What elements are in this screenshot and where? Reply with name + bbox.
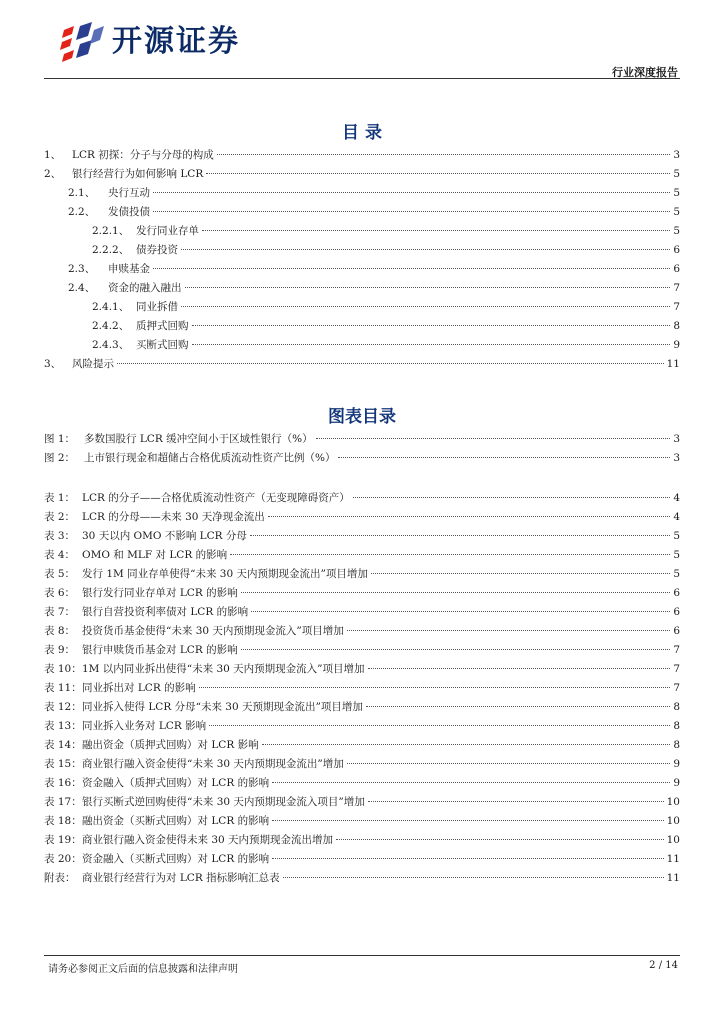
footer-divider [44,955,680,956]
dot-leader [206,173,670,174]
toc-list [44,147,680,375]
figure-entry[interactable] [44,450,680,469]
dot-leader [181,306,670,307]
table-entry-title: 银行发行同业存单对 LCR 的影响 [82,587,238,599]
toc-entry-title: 同业拆借 [136,301,178,313]
table-entry-title: 资金融入（买断式回购）对 LCR 的影响 [82,853,270,865]
table-entry[interactable] [44,699,680,718]
table-entry-title: 银行申赎货币基金对 LCR 的影响 [82,644,238,656]
toc-entry[interactable] [44,147,680,166]
dot-leader [336,839,664,840]
toc-entry-number: 2.4、 [68,282,96,294]
legal-disclaimer: 请务必参阅正文后面的信息披露和法律声明 [48,964,238,975]
toc-entry-number: 2、 [44,168,62,180]
brand-name: 开源证券 [112,24,240,59]
table-entry-number: 表 16： [44,777,82,789]
table-entry-page: 7 [673,682,680,694]
figure-entry[interactable] [44,431,680,450]
table-entry-page: 10 [666,796,680,808]
toc-entry-page: 9 [673,339,680,351]
table-entry-page: 8 [673,701,680,713]
toc-entry-title: 央行互动 [108,187,150,199]
toc-entry-number: 2.2、 [68,206,96,218]
dot-leader [251,611,670,612]
dot-leader [262,744,671,745]
table-entry-number: 表 4： [44,549,76,561]
table-entry-number: 表 18： [44,815,82,827]
table-entry-number: 表 20： [44,853,82,865]
toc-entry-page: 5 [673,168,680,180]
table-entry-page: 6 [673,625,680,637]
table-entry-page: 10 [666,815,680,827]
table-entry-number: 表 8： [44,625,76,637]
table-entry-title: 同业拆入使得 LCR 分母“未来 30 天预期现金流出”项目增加 [82,701,363,713]
table-entry[interactable] [44,585,680,604]
table-entry-title: LCR 的分母——未来 30 天净现金流出 [82,511,265,523]
toc-entry-number: 3、 [44,358,62,370]
toc-entry-number: 2.4.3、 [92,339,130,351]
table-entry-number: 表 15： [44,758,82,770]
table-entry-page: 8 [673,739,680,751]
dot-leader [272,782,670,783]
toc-entry-page: 5 [673,187,680,199]
table-entry-title: 银行自营投资利率债对 LCR 的影响 [82,606,249,618]
table-entry-page: 9 [673,758,680,770]
toc-entry-number: 2.4.2、 [92,320,130,332]
tables-list [44,490,680,889]
toc-entry[interactable] [44,299,680,318]
toc-entry-title: 资金的融入融出 [108,282,182,294]
toc-entry-page: 8 [673,320,680,332]
table-entry-number: 表 5： [44,568,76,580]
table-entry-number: 表 1： [44,492,76,504]
dot-leader [283,877,664,878]
table-entry-title: 同业拆入业务对 LCR 影响 [82,720,207,732]
dot-leader [368,668,671,669]
table-entry-page: 5 [673,549,680,561]
table-entry[interactable] [44,718,680,737]
dot-leader [202,230,670,231]
dot-leader [353,497,671,498]
dot-leader [209,725,670,726]
toc-entry-title: LCR 初探：分子与分母的构成 [72,149,214,161]
figure-entry-number: 图 1： [44,433,76,445]
table-entry-page: 4 [673,492,680,504]
table-entry-number: 表 19： [44,834,82,846]
dot-leader [316,438,671,439]
dot-leader [338,457,670,458]
figures-list [44,431,680,469]
dot-leader [153,192,670,193]
table-entry-number: 表 13： [44,720,82,732]
table-entry[interactable] [44,642,680,661]
toc-entry[interactable] [44,242,680,261]
toc-entry[interactable] [44,223,680,242]
toc-entry-title: 发债投债 [108,206,150,218]
toc-entry[interactable] [44,280,680,299]
table-entry-number: 表 9： [44,644,76,656]
toc-entry-number: 2.2.1、 [92,225,130,237]
toc-entry-page: 11 [666,358,680,370]
table-entry-title: 商业银行经营行为对 LCR 指标影响汇总表 [82,872,280,884]
dot-leader [185,287,671,288]
table-entry-title: 1M 以内同业拆出使得“未来 30 天内预期现金流入”项目增加 [82,663,365,675]
table-entry[interactable] [44,737,680,756]
table-entry[interactable] [44,661,680,680]
table-entry-title: 发行 1M 同业存单使得“未来 30 天内预期现金流出”项目增加 [82,568,368,580]
figure-entry-title: 上市银行现金和超储占合格优质流动性资产比例（%） [84,452,336,464]
table-entry-title: 资金融入（质押式回购）对 LCR 的影响 [82,777,270,789]
table-entry[interactable] [44,851,680,870]
table-entry-page: 11 [666,872,680,884]
toc-title: 目 录 [342,123,382,143]
table-entry-page: 5 [673,530,680,542]
table-entry[interactable] [44,756,680,775]
table-entry-page: 6 [673,587,680,599]
table-entry-title: 融出资金（质押式回购）对 LCR 影响 [82,739,259,751]
table-entry-title: 30 天以内 OMO 不影响 LCR 分母 [82,530,247,542]
toc-entry-page: 5 [673,225,680,237]
table-entry-number: 表 12： [44,701,82,713]
table-entry-page: 4 [673,511,680,523]
table-entry-number: 表 2： [44,511,76,523]
table-entry-page: 6 [673,606,680,618]
table-entry[interactable] [44,813,680,832]
dot-leader [217,154,671,155]
toc-entry[interactable] [44,185,680,204]
table-entry[interactable] [44,832,680,851]
table-entry-number: 表 6： [44,587,76,599]
dot-leader [368,801,664,802]
toc-entry-title: 银行经营行为如何影响 LCR [72,168,204,180]
dot-leader [366,706,670,707]
dot-leader [347,763,671,764]
table-entry-title: 银行买断式逆回购使得“未来 30 天内预期现金流入项目”增加 [82,796,365,808]
table-entry-title: LCR 的分子——合格优质流动性资产（无变现障碍资产） [82,492,350,504]
dot-leader [371,573,670,574]
table-entry[interactable] [44,604,680,623]
table-entry-title: 商业银行融入资金使得“未来 30 天内预期现金流出”增加 [82,758,344,770]
dot-leader [192,325,671,326]
dot-leader [153,268,670,269]
figure-entry-number: 图 2： [44,452,76,464]
report-type: 行业深度报告 [612,66,678,79]
toc-entry-page: 6 [673,263,680,275]
table-entry-number: 表 3： [44,530,76,542]
toc-entry-page: 7 [673,301,680,313]
dot-leader [347,630,671,631]
table-entry-page: 7 [673,663,680,675]
toc-entry-page: 5 [673,206,680,218]
table-entry[interactable] [44,870,680,889]
figure-entry-title: 多数国股行 LCR 缓冲空间小于区域性银行（%） [84,433,313,445]
dot-leader [181,249,670,250]
toc-entry-title: 申赎基金 [108,263,150,275]
dot-leader [117,363,664,364]
toc-entry-number: 2.3、 [68,263,96,275]
table-entry[interactable] [44,794,680,813]
table-entry[interactable] [44,528,680,547]
dot-leader [241,592,671,593]
dot-leader [153,211,670,212]
dot-leader [272,820,664,821]
toc-entry-title: 风险提示 [72,358,114,370]
toc-entry-number: 2.4.1、 [92,301,130,313]
table-entry[interactable] [44,509,680,528]
toc-entry[interactable] [44,318,680,337]
toc-entry-page: 6 [673,244,680,256]
toc-entry[interactable] [44,261,680,280]
toc-entry[interactable] [44,166,680,185]
table-entry-title: 融出资金（买断式回购）对 LCR 的影响 [82,815,270,827]
table-entry-page: 8 [673,720,680,732]
toc-entry-title: 债券投资 [136,244,178,256]
page-number: 2 / 14 [649,960,678,971]
table-entry[interactable] [44,623,680,642]
toc-entry-number: 2.1、 [68,187,96,199]
dot-leader [199,687,671,688]
toc-entry-title: 发行同业存单 [136,225,199,237]
table-entry[interactable] [44,775,680,794]
dot-leader [241,649,671,650]
toc-entry[interactable] [44,204,680,223]
toc-entry-number: 2.2.2、 [92,244,130,256]
table-entry-number: 表 11： [44,682,82,694]
dot-leader [272,858,664,859]
header-divider [44,78,680,79]
table-entry-number: 附表： [44,872,76,884]
table-entry-title: OMO 和 MLF 对 LCR 的影响 [82,549,228,561]
table-entry[interactable] [44,566,680,585]
table-entry-page: 9 [673,777,680,789]
table-entry[interactable] [44,490,680,509]
dot-leader [230,554,670,555]
dot-leader [250,535,670,536]
table-entry-title: 投资货币基金使得“未来 30 天内预期现金流入”项目增加 [82,625,344,637]
toc-entry-title: 质押式回购 [136,320,189,332]
table-entry-number: 表 7： [44,606,76,618]
table-entry-page: 10 [666,834,680,846]
table-entry-page: 11 [666,853,680,865]
table-entry-title: 商业银行融入资金使得未来 30 天内预期现金流出增加 [82,834,334,846]
toc-entry-page: 7 [673,282,680,294]
table-entry[interactable] [44,680,680,699]
table-entry-number: 表 14： [44,739,82,751]
toc-entry-page: 3 [673,149,680,161]
toc-entry[interactable] [44,356,680,375]
figure-entry-page: 3 [673,452,680,464]
figure-entry-page: 3 [673,433,680,445]
toc-entry-number: 1、 [44,149,62,161]
table-entry-page: 7 [673,644,680,656]
table-entry-number: 表 10： [44,663,82,675]
dot-leader [192,344,671,345]
table-entry-page: 5 [673,568,680,580]
table-entry[interactable] [44,547,680,566]
toc-entry-title: 买断式回购 [136,339,189,351]
figures-toc-title: 图表目录 [328,407,396,427]
toc-entry[interactable] [44,337,680,356]
table-entry-title: 同业拆出对 LCR 的影响 [82,682,196,694]
brand-logo [60,22,240,62]
dot-leader [268,516,671,517]
table-entry-number: 表 17： [44,796,82,808]
brand-mark-icon [60,22,106,62]
